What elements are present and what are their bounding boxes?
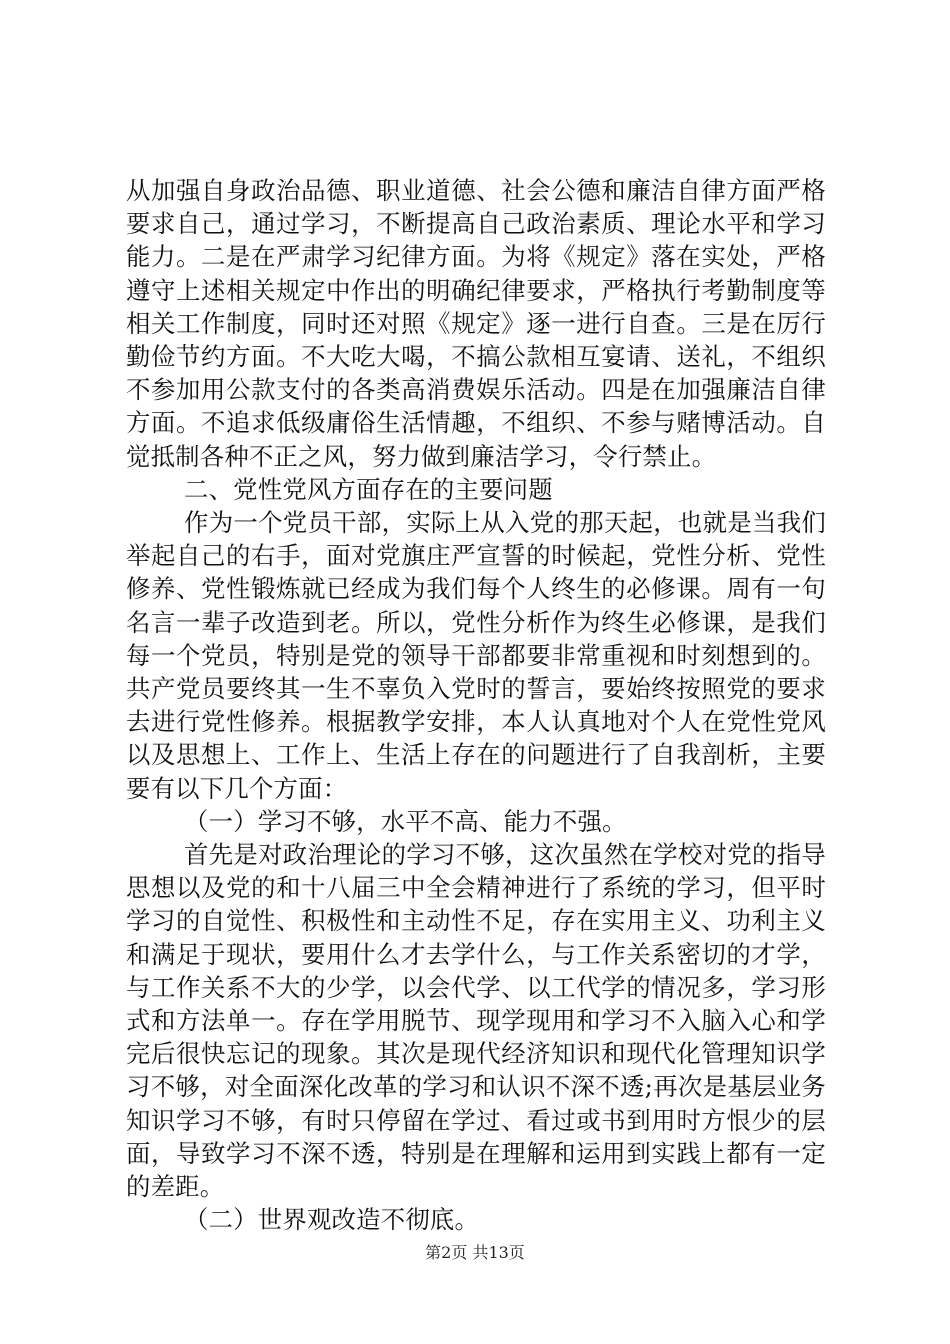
page-number: 第2页 共13页 <box>425 1243 525 1262</box>
section-heading-2: 二、党性党风方面存在的主要问题 <box>184 474 553 504</box>
subheading-2: （二）世界观改造不彻底。 <box>184 1205 480 1235</box>
paragraph-study-issues: 首先是对政治理论的学习不够，这次虽然在学校对党的指导思想以及党的和十八届三中全会精神进行了系统的学习，但平时学习的自觉性、积极性和主动性不足，存在实用主义、功利主义和满足于现状，要用什么才去学什么，与工作关系密切的才学，与工作关系不大的少学，以会代学、以工代学的情况多，学习形式和方法单一。存在学用脱节、现学现用和学习不入脑入心和学完后很快忘记的现象。其次是现代经济知识和现代化管理知识学习不够，对全面深化改革的学习和认识不深不透;再次是基层业务知识学习不够，有时只停留在学过、看过或书到用时方恨少的层面，导致学习不深不透，特别是在理解和运用到实践上都有一定的差距。 <box>126 840 826 1202</box>
document-body <box>126 174 826 1237</box>
subheading-1: （一）学习不够，水平不高、能力不强。 <box>184 806 627 836</box>
paragraph-continuation: 从加强自身政治品德、职业道德、社会公德和廉洁自律方面严格要求自己，通过学习，不断提高自己政治素质、理论水平和学习能力。二是在严肃学习纪律方面。为将《规定》落在实处，严格遵守上述相关规定中作出的明确纪律要求，严格执行考勤制度等相关工作制度，同时还对照《规定》逐一进行自查。三是在厉行勤俭节约方面。不大吃大喝，不搞公款相互宴请、送礼，不组织不参加用公款支付的各类高消费娱乐活动。四是在加强廉洁自律方面。不追求低级庸俗生活情趣，不组织、不参与赌博活动。自觉抵制各种不正之风，努力做到廉洁学习，令行禁止。 <box>126 176 826 471</box>
paragraph-party-spirit: 作为一个党员干部，实际上从入党的那天起，也就是当我们举起自己的右手，面对党旗庄严宣誓的时候起，党性分析、党性修养、党性锻炼就已经成为我们每个人终生的必修课。周有一句名言一辈子改造到老。所以，党性分析作为终生必修课，是我们每一个党员，特别是党的领导干部都要非常重视和时刻想到的。共产党员要终其一生不辜负入党时的誓言，要始终按照党的要求去进行党性修养。根据教学安排，本人认真地对个人在党性党风以及思想上、工作上、生活上存在的问题进行了自我剖析，主要要有以下几个方面： <box>126 508 826 803</box>
